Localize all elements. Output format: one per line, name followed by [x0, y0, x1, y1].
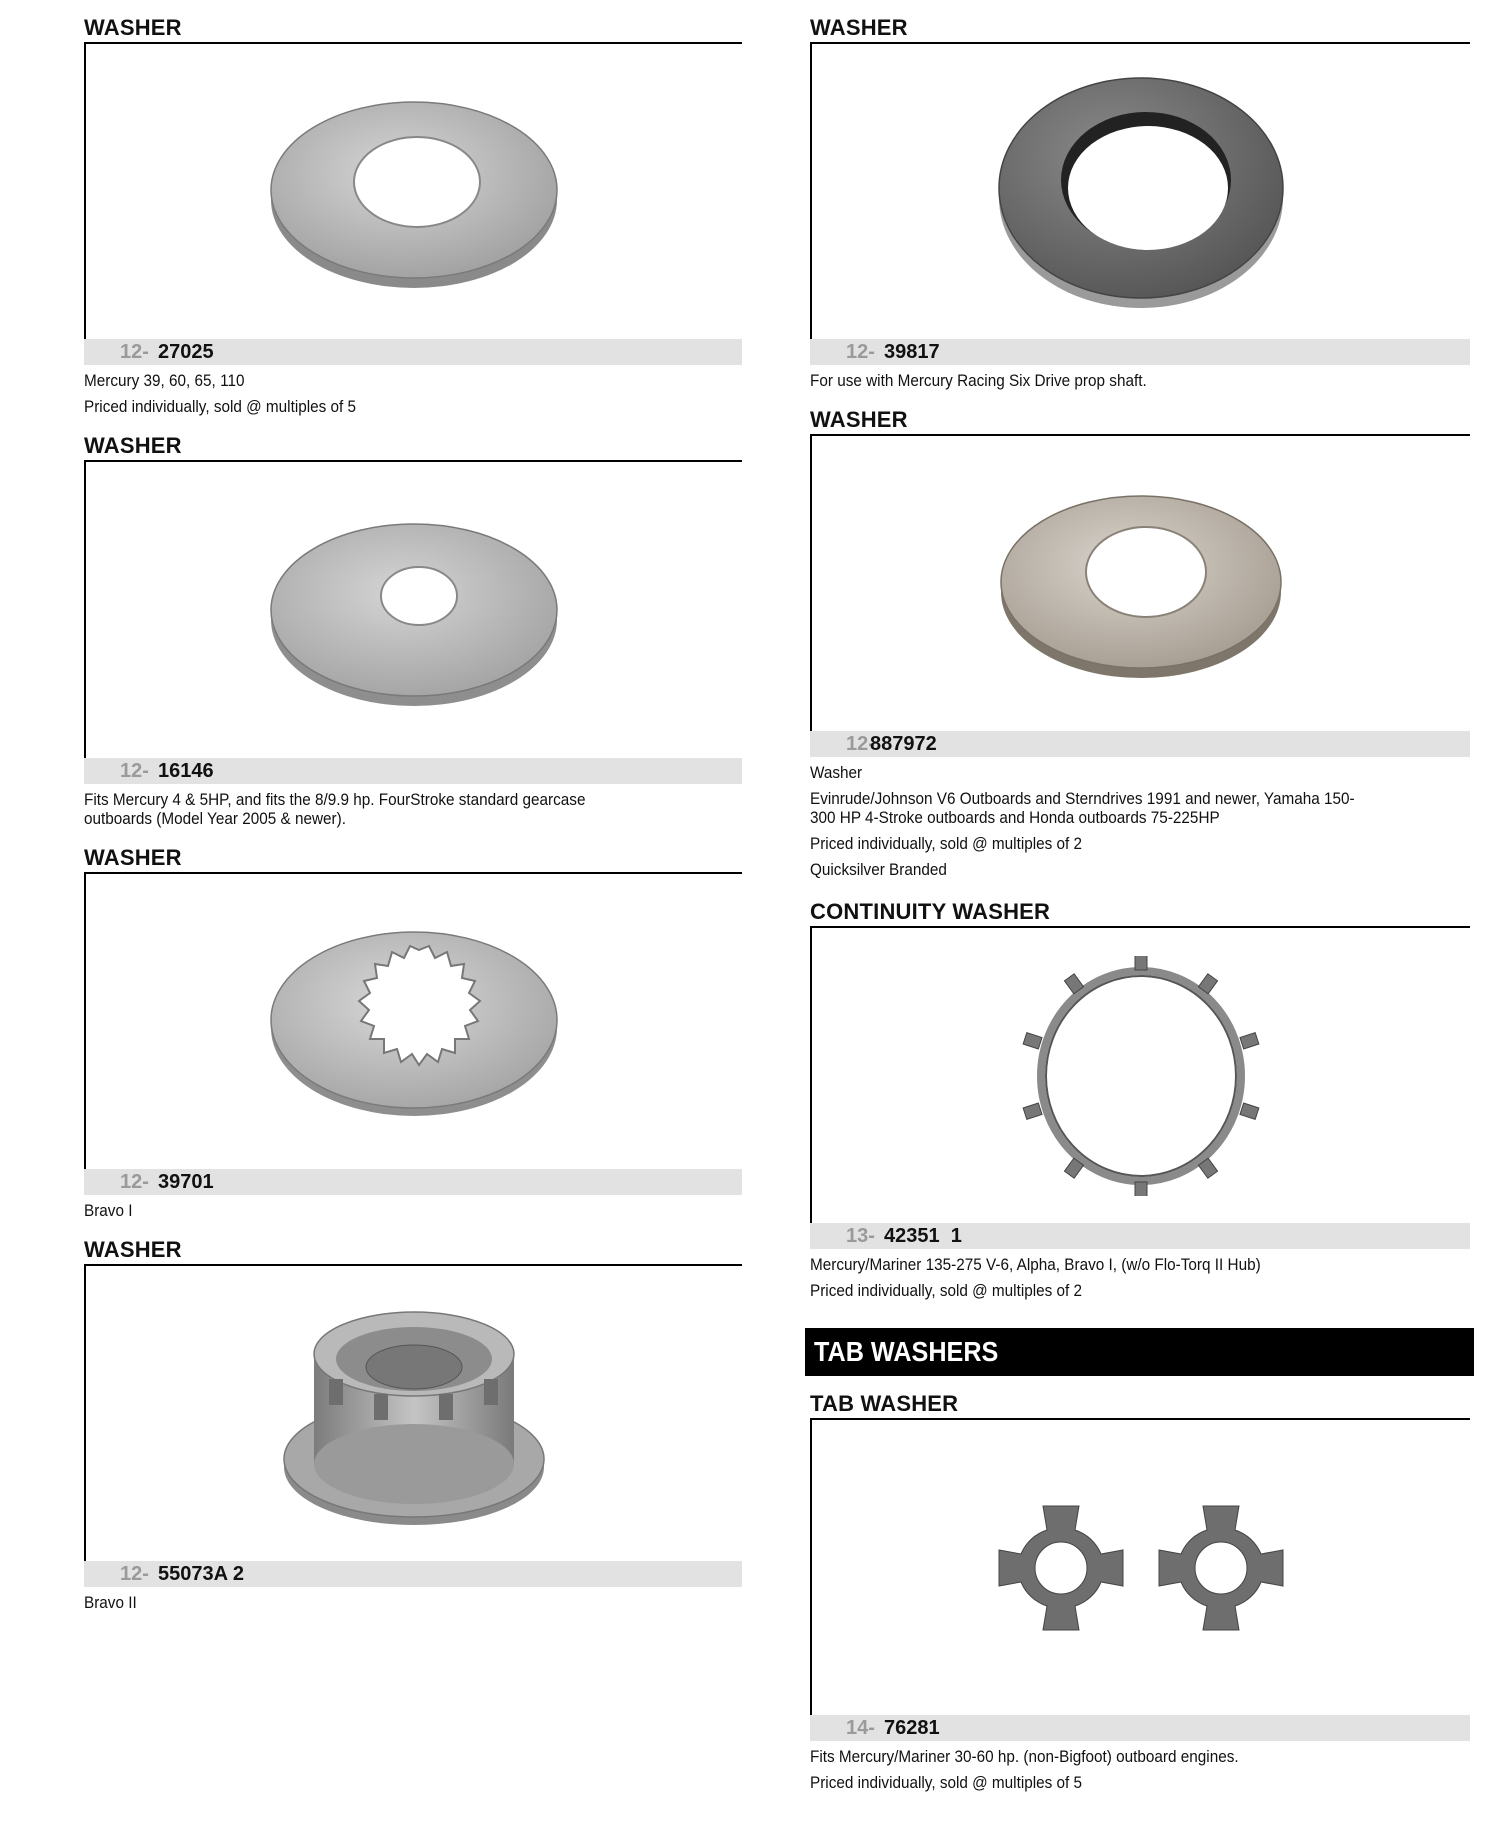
product-washer-39701 [84, 846, 742, 1227]
part-number: 55073A 2 [158, 1563, 244, 1585]
product-title: WASHER [810, 407, 908, 432]
description-line: For use with Mercury Racing Six Drive prop shaft. [810, 371, 1147, 390]
part-number-bar [810, 731, 1470, 757]
section-title: TAB WASHERS [814, 1336, 999, 1367]
description-line: Bravo I [84, 1201, 133, 1220]
product-image-frame [810, 1418, 1470, 1715]
product-title: WASHER [84, 1237, 182, 1262]
part-prefix: 12- [120, 341, 149, 363]
description-line: Washer [810, 763, 863, 782]
part-number-bar [810, 1715, 1470, 1741]
description-line: Quicksilver Branded [810, 860, 947, 879]
description-line: Priced individually, sold @ multiples of 2 [810, 1281, 1083, 1300]
product-description [84, 1593, 741, 1612]
flat-washer-small-hole-icon [269, 510, 559, 710]
product-washer-27025 [84, 16, 742, 423]
description-line: Fits Mercury/Mariner 30-60 hp. (non-Bigfoot) outboard engines. [810, 1747, 1239, 1766]
product-description [810, 763, 1469, 879]
part-prefix: 12- [846, 341, 875, 363]
part-number: 76281 [884, 1717, 940, 1739]
product-description [810, 371, 1469, 390]
part-prefix: 13- [846, 1225, 875, 1247]
part-number: 39817 [884, 341, 940, 363]
section-header-tab-washers [805, 1328, 1474, 1376]
product-description [84, 1201, 741, 1220]
description-line: Priced individually, sold @ multiples of 5 [810, 1773, 1083, 1792]
description-line: Priced individually, sold @ multiples of 2 [810, 834, 1083, 853]
product-washer-16146 [84, 434, 742, 835]
product-image-frame [84, 460, 742, 758]
part-prefix: 12- [120, 760, 149, 782]
description-line: Mercury 39, 60, 65, 110 [84, 371, 245, 390]
splined-washer-icon [269, 922, 559, 1122]
thick-washer-icon [996, 72, 1286, 312]
product-image-frame [84, 872, 742, 1169]
product-washer-55073A [84, 1238, 742, 1619]
part-number: 887972 [870, 733, 937, 755]
part-number-bar [84, 1169, 742, 1195]
part-number-bar [810, 339, 1470, 365]
product-title: TAB WASHER [810, 1391, 959, 1416]
product-washer-39817 [810, 16, 1470, 397]
product-image-frame [84, 42, 742, 339]
product-title: WASHER [84, 845, 182, 870]
part-prefix: 12- [120, 1563, 149, 1585]
part-number: 16146 [158, 760, 214, 782]
product-description [810, 1255, 1469, 1300]
product-title: WASHER [810, 15, 908, 40]
description-line: Priced individually, sold @ multiples of 5 [84, 397, 357, 416]
product-image-frame [810, 434, 1470, 731]
product-washer-887972 [810, 408, 1470, 886]
part-number-bar [84, 758, 742, 784]
splined-hub-washer-icon [279, 1299, 549, 1529]
product-title: WASHER [84, 15, 182, 40]
product-continuity-washer [810, 900, 1470, 1307]
product-description [84, 790, 741, 828]
description-line: Mercury/Mariner 135-275 V-6, Alpha, Bravo I, (w/o Flo-Torq II Hub) [810, 1255, 1261, 1274]
description-line: Evinrude/Johnson V6 Outboards and Sterndrives 1991 and newer, Yamaha 150-300 HP 4-Stroke outboards and Honda outboards 75-225HP [810, 789, 1355, 827]
part-prefix: 12- [846, 733, 875, 755]
part-number: 42351 1 [884, 1225, 962, 1247]
product-description [84, 371, 741, 416]
part-number-bar [84, 339, 742, 365]
flat-washer-bronze-icon [996, 484, 1286, 684]
product-description [810, 1747, 1469, 1792]
part-prefix: 12- [120, 1171, 149, 1193]
product-image-frame [84, 1264, 742, 1561]
product-image-frame [810, 926, 1470, 1223]
description-line: Fits Mercury 4 & 5HP, and fits the 8/9.9 hp. FourStroke standard gearcase outboards (Model Year 2005 & newer). [84, 790, 586, 828]
product-tab-washer [810, 1392, 1470, 1799]
product-title: CONTINUITY WASHER [810, 899, 1051, 924]
description-line: Bravo II [84, 1593, 137, 1612]
product-title: WASHER [84, 433, 182, 458]
part-number-bar [84, 1561, 742, 1587]
part-number: 27025 [158, 341, 214, 363]
flat-washer-icon [269, 92, 559, 292]
part-prefix: 14- [846, 1717, 875, 1739]
product-image-frame [810, 42, 1470, 339]
part-number-bar [810, 1223, 1470, 1249]
part-number: 39701 [158, 1171, 214, 1193]
tab-washer-icon [986, 1498, 1296, 1638]
continuity-washer-icon [1021, 956, 1261, 1196]
